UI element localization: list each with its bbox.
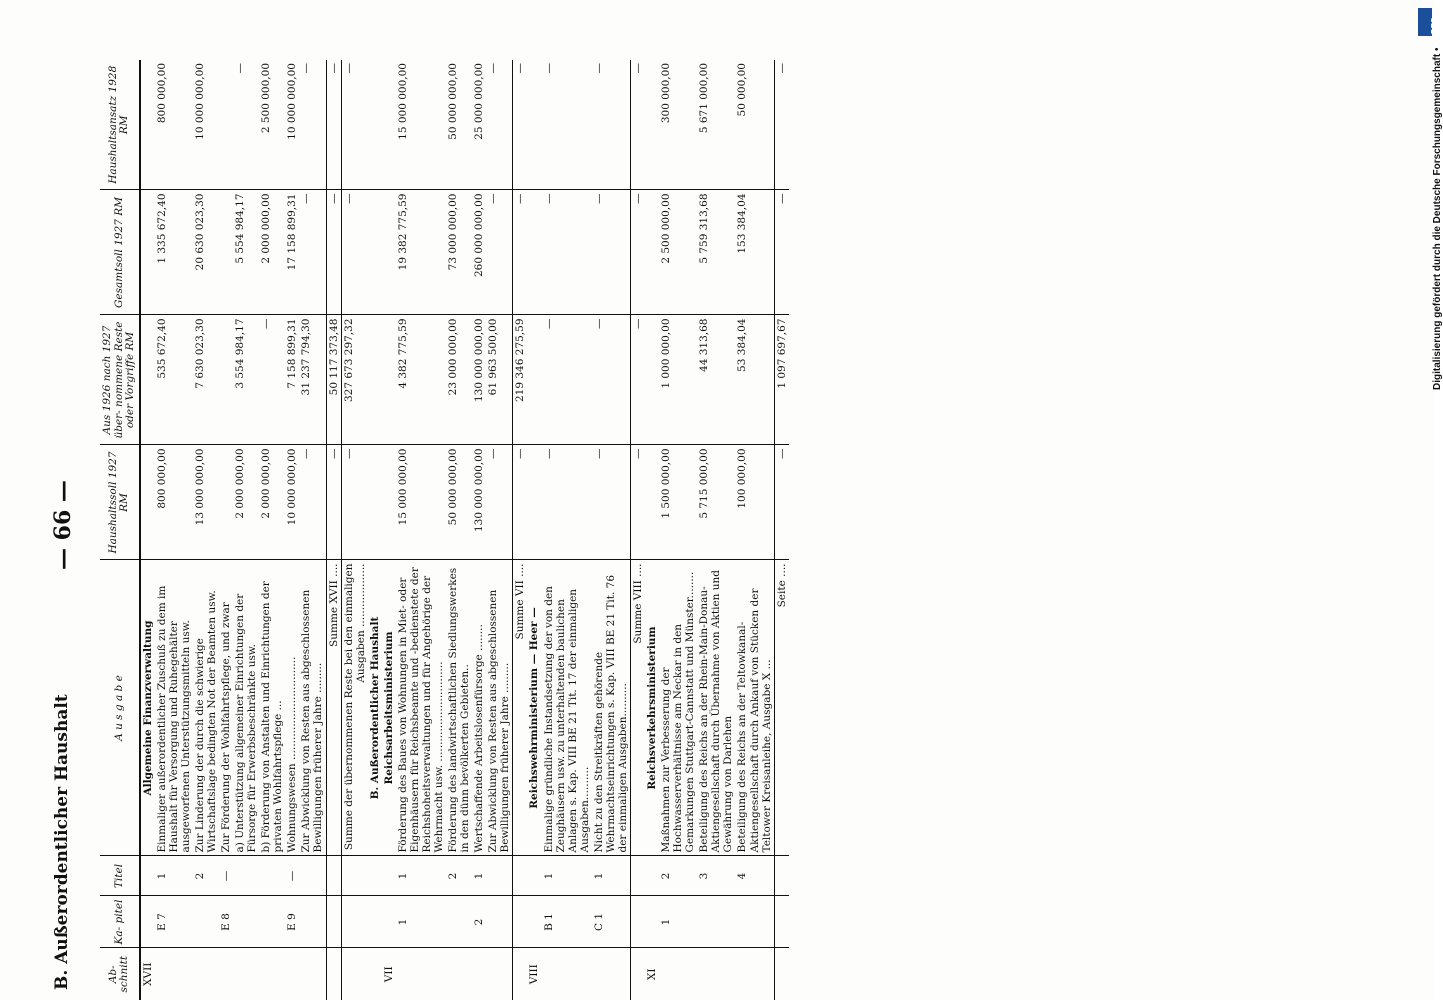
part-title-row <box>368 60 382 1000</box>
abschnitt-cell: XI <box>645 948 659 1000</box>
digitization-note: Digitalisierung gefördert durch die Deutsche Forschungsgemeinschaft • <box>1432 47 1443 390</box>
gesamt-cell: 19 382 775,59 <box>396 190 446 315</box>
ansatz-cell: — <box>513 60 528 190</box>
soll-cell: — <box>486 445 513 560</box>
titel-cell: 1 <box>155 856 193 896</box>
titel-cell: 2 <box>446 856 472 896</box>
table-row <box>193 60 219 1000</box>
col-kapitel: Ka- pitel <box>100 896 140 948</box>
kapitel-cell <box>446 896 472 948</box>
table-row <box>233 60 259 1000</box>
soll-cell: 1 500 000,00 <box>659 445 697 560</box>
abschnitt-cell <box>735 948 774 1000</box>
kapitel-cell <box>645 896 659 948</box>
gesamt-cell <box>140 190 155 315</box>
ausgabe-cell: Zur Linderung der durch die schwierige Wirtschaftslage bedingten Not der Beamten usw. <box>193 560 219 856</box>
gesamt-cell: — <box>299 190 326 315</box>
ansatz-cell: — <box>592 63 605 74</box>
table-row <box>396 60 446 1000</box>
section-row <box>527 60 541 1000</box>
reste-cell: — <box>542 315 592 445</box>
abschnitt-cell <box>446 948 472 1000</box>
ausgabe-cell: Reichswehrministerium — Heer — <box>527 560 541 856</box>
abschnitt-cell <box>542 948 592 1000</box>
ansatz-cell: 25 000 000,00 <box>473 63 486 140</box>
reste-cell: 23 000 000,00 <box>446 315 472 445</box>
ausgabe-cell: Förderung des landwirtschaftlichen Siedlungswerkes in den dünn bevölkerten Gebieten.. <box>446 560 472 856</box>
gesamt-cell: 260 000 000,00 <box>472 190 486 315</box>
sum-row <box>341 60 368 1000</box>
reste-cell: 4 382 775,59 <box>396 315 446 445</box>
sum-row <box>630 60 645 1000</box>
soll-cell: 800 000,00 <box>155 445 193 560</box>
kapitel-cell <box>326 896 341 948</box>
soll-cell: — <box>774 445 789 560</box>
kapitel-cell <box>140 896 155 948</box>
kapitel-cell <box>299 896 326 948</box>
section-row <box>645 60 659 1000</box>
col-ausgabe: A u s g a b e <box>100 560 140 856</box>
titel-cell: 2 <box>193 856 219 896</box>
reste-cell: 219 346 275,59 <box>513 315 528 445</box>
table-row <box>472 60 486 1000</box>
kapitel-cell <box>735 896 774 948</box>
abschnitt-cell: XVII <box>140 948 155 1000</box>
running-head: B. Außerordentlicher Haushalt <box>52 694 72 990</box>
col-ansatz: Haushaltsansatz 1928 RM <box>100 60 140 190</box>
titel-cell: — <box>285 856 299 896</box>
gesamt-cell <box>219 190 233 315</box>
ansatz-cell: — <box>234 63 247 74</box>
table-row <box>486 60 513 1000</box>
abschnitt-cell <box>472 948 486 1000</box>
ausgabe-cell: Summe VII .... <box>513 560 528 856</box>
kapitel-cell: B 1 <box>542 896 592 948</box>
titel-cell <box>368 856 382 896</box>
abschnitt-cell <box>326 948 341 1000</box>
reste-cell <box>368 315 382 445</box>
reste-cell: 44 313,68 <box>697 315 735 445</box>
sum-row <box>326 60 341 1000</box>
titel-cell: 3 <box>697 856 735 896</box>
abschnitt-cell <box>486 948 513 1000</box>
ausgabe-cell: Beteiligung des Reichs an der Teltowkanal-Aktiengesellschaft durch Ankauf von Stücken der Teltower Kreisanleihe, Ausgabe X ... <box>735 560 774 856</box>
ausgabe-cell: Zur Förderung der Wohlfahrtspflege, und zwar <box>219 560 233 856</box>
abschnitt-cell <box>155 948 193 1000</box>
reste-cell: — <box>592 315 631 445</box>
table-header-row <box>100 60 140 1000</box>
ausgabe-cell: Förderung des Baues von Wohnungen in Miet- oder Eigenhäusern für Reichsbeamte und -bedienstete der Reichshoheitsverwaltungen und für Angehörige der Wehrmacht usw. .............................. <box>396 560 446 856</box>
abschnitt-cell: VII <box>382 948 396 1000</box>
reste-cell: 53 384,04 <box>735 315 774 445</box>
dfg-label: DFG <box>1430 17 1439 34</box>
table-row <box>446 60 472 1000</box>
reste-cell <box>527 315 541 445</box>
gesamt-cell: — <box>774 190 789 315</box>
reste-cell: 1 000 000,00 <box>659 315 697 445</box>
ansatz-cell: — <box>630 60 645 190</box>
col-reste: Aus 1926 nach 1927 über- nommene Reste oder Vorgriffe RM <box>100 315 140 445</box>
table-row <box>735 60 774 1000</box>
gesamt-cell: 20 630 023,30 <box>193 190 219 315</box>
reste-cell: 130 000 000,00 <box>472 315 486 445</box>
ausgabe-cell: Einmaliger außerordentlicher Zuschuß zu dem im Haushalt für Versorgung und Ruhegehälter ausgeworfenen Unterstützungsmitteln usw. <box>155 560 193 856</box>
gesamt-cell <box>527 190 541 315</box>
kapitel-cell: C 1 <box>592 896 631 948</box>
table-row <box>259 60 285 1000</box>
titel-cell: 1 <box>592 856 631 896</box>
table-row <box>299 60 326 1000</box>
ausgabe-cell: Summe VIII .... <box>630 560 645 856</box>
ansatz-cell: 10 000 000,00 <box>286 63 299 140</box>
kapitel-cell <box>513 896 528 948</box>
soll-cell: 130 000 000,00 <box>472 445 486 560</box>
ansatz-cell <box>645 60 659 190</box>
reste-cell: 1 097 697,67 <box>774 315 789 445</box>
kapitel-cell: E 9 <box>285 896 299 948</box>
soll-cell: — <box>542 445 592 560</box>
sum-row <box>774 60 789 1000</box>
soll-cell <box>140 445 155 560</box>
gesamt-cell <box>645 190 659 315</box>
ansatz-cell: 50 000 000,00 <box>447 63 460 140</box>
reste-cell: 7 158 899,31 <box>285 315 299 445</box>
ansatz-cell: 50 000,00 <box>736 63 749 117</box>
soll-cell: 15 000 000,00 <box>396 445 446 560</box>
soll-cell: 13 000 000,00 <box>193 445 219 560</box>
budget-table <box>100 60 789 1000</box>
abschnitt-cell: VIII <box>527 948 541 1000</box>
col-gesamt: Gesamtsoll 1927 RM <box>100 190 140 315</box>
table-row <box>697 60 735 1000</box>
ansatz-cell <box>219 60 233 190</box>
ansatz-cell <box>368 60 382 190</box>
soll-cell: 50 000 000,00 <box>446 445 472 560</box>
col-abschnitt: Ab- schnitt <box>100 948 140 1000</box>
titel-cell: 1 <box>396 856 446 896</box>
ansatz-cell: — <box>326 60 341 190</box>
soll-cell: — <box>592 445 631 560</box>
titel-cell <box>299 856 326 896</box>
ansatz-cell <box>140 60 155 190</box>
ansatz-cell: — <box>774 60 789 190</box>
soll-cell <box>219 445 233 560</box>
table-row <box>285 60 299 1000</box>
kapitel-cell <box>630 896 645 948</box>
kapitel-cell <box>527 896 541 948</box>
abschnitt-cell <box>630 948 645 1000</box>
kapitel-cell: 1 <box>396 896 446 948</box>
section-row <box>140 60 155 1000</box>
kapitel-cell <box>193 896 219 948</box>
soll-cell <box>645 445 659 560</box>
soll-cell: 100 000,00 <box>735 445 774 560</box>
ausgabe-cell: Seite .... <box>774 560 789 856</box>
soll-cell: 2 000 000,00 <box>259 445 285 560</box>
titel-cell <box>527 856 541 896</box>
reste-cell: — <box>259 315 285 445</box>
kapitel-cell <box>233 896 259 948</box>
titel-cell <box>486 856 513 896</box>
ansatz-cell: 15 000 000,00 <box>396 63 409 140</box>
gesamt-cell: 153 384,04 <box>735 190 774 315</box>
gesamt-cell: — <box>592 190 631 315</box>
gesamt-cell: — <box>326 190 341 315</box>
ansatz-cell: 800 000,00 <box>155 63 168 124</box>
abschnitt-cell <box>774 948 789 1000</box>
page-number: — 66 — <box>50 480 76 570</box>
ausgabe-cell: Wohnungswesen ............................... <box>285 560 299 856</box>
gesamt-cell: — <box>542 190 592 315</box>
table-row <box>659 60 697 1000</box>
table-row <box>219 60 233 1000</box>
kapitel-cell: 1 <box>659 896 697 948</box>
section-row <box>382 60 396 1000</box>
ausgabe-cell: Wertschaffende Arbeitslosenfürsorge ........ <box>472 560 486 856</box>
reste-cell: 535 672,40 <box>155 315 193 445</box>
titel-cell <box>513 856 528 896</box>
soll-cell: — <box>299 445 326 560</box>
gesamt-cell: 2 000 000,00 <box>259 190 285 315</box>
abschnitt-cell <box>341 948 368 1000</box>
titel-cell: 2 <box>659 856 697 896</box>
gesamt-cell: 2 500 000,00 <box>659 190 697 315</box>
titel-cell: 1 <box>542 856 592 896</box>
gesamt-cell <box>368 190 382 315</box>
titel-cell <box>326 856 341 896</box>
soll-cell: — <box>513 445 528 560</box>
gesamt-cell: — <box>486 190 513 315</box>
ausgabe-cell: Einmalige gründliche Instandsetzung der von den Zeughäusern usw. zu unterhaltenden baulichen Anlagen s. Kap. VIII BE 21 Tit. 17 der einmaligen Ausgaben.......... <box>542 560 592 856</box>
kapitel-cell <box>774 896 789 948</box>
soll-cell: — <box>326 445 341 560</box>
abschnitt-cell <box>285 948 299 1000</box>
ansatz-cell: — <box>542 63 555 74</box>
table-row <box>155 60 193 1000</box>
ausgabe-cell: Summe XVII .... <box>326 560 341 856</box>
sum-row <box>513 60 528 1000</box>
ausgabe-cell: Allgemeine Finanzverwaltung <box>140 560 155 856</box>
table-row <box>592 60 631 1000</box>
soll-cell: — <box>630 445 645 560</box>
reste-cell: 50 117 373,48 <box>326 315 341 445</box>
soll-cell: — <box>341 445 368 560</box>
reste-cell <box>645 315 659 445</box>
kapitel-cell: E 7 <box>155 896 193 948</box>
abschnitt-cell <box>193 948 219 1000</box>
kapitel-cell <box>259 896 285 948</box>
ausgabe-cell: Maßnahmen zur Verbesserung der Hochwasserverhältnisse am Neckar in den Gemarkungen Stuttgart-Cannstatt und Münster........ <box>659 560 697 856</box>
reste-cell: — <box>630 315 645 445</box>
abschnitt-cell <box>592 948 631 1000</box>
ausgabe-cell: Zur Abwicklung von Resten aus abgeschlossenen Bewilligungen früherer Jahre ......... <box>486 560 513 856</box>
kapitel-cell <box>697 896 735 948</box>
titel-cell <box>774 856 789 896</box>
gesamt-cell: 5 759 313,68 <box>697 190 735 315</box>
abschnitt-cell <box>396 948 446 1000</box>
gesamt-cell: — <box>341 190 368 315</box>
reste-cell: 31 237 794,30 <box>299 315 326 445</box>
abschnitt-cell <box>659 948 697 1000</box>
gesamt-cell: 73 000 000,00 <box>446 190 472 315</box>
ansatz-cell <box>527 60 541 190</box>
titel-cell <box>259 856 285 896</box>
ansatz-cell: 300 000,00 <box>660 63 673 124</box>
reste-cell: 3 554 984,17 <box>233 315 259 445</box>
soll-cell: 10 000 000,00 <box>285 445 299 560</box>
ansatz-cell: 2 500 000,00 <box>260 63 273 134</box>
abschnitt-cell <box>299 948 326 1000</box>
ausgabe-cell: Summe der übernommenen Reste bei den einmaligen Ausgaben ................... <box>341 560 368 856</box>
gesamt-cell: 1 335 672,40 <box>155 190 193 315</box>
ausgabe-cell: B. Außerordentlicher Haushalt <box>368 560 382 856</box>
ausgabe-cell: Beteiligung des Reichs an der Rhein-Main-Donau-Aktiengesellschaft durch Übernahme von Aktien und Gewährung von Darlehen <box>697 560 735 856</box>
ausgabe-cell: Reichsarbeitsministerium <box>382 560 396 856</box>
kapitel-cell: 2 <box>472 896 486 948</box>
titel-cell <box>140 856 155 896</box>
titel-cell <box>233 856 259 896</box>
ansatz-cell: — <box>341 60 368 190</box>
abschnitt-cell <box>219 948 233 1000</box>
gesamt-cell: 5 554 984,17 <box>233 190 259 315</box>
reste-cell: 327 673 297,32 <box>341 315 368 445</box>
abschnitt-cell <box>697 948 735 1000</box>
titel-cell <box>645 856 659 896</box>
titel-cell: 4 <box>735 856 774 896</box>
ansatz-cell <box>382 60 396 190</box>
reste-cell: 7 630 023,30 <box>193 315 219 445</box>
soll-cell <box>527 445 541 560</box>
reste-cell: 61 963 500,00 <box>486 315 513 445</box>
titel-cell: 1 <box>472 856 486 896</box>
table-row <box>542 60 592 1000</box>
kapitel-cell <box>382 896 396 948</box>
ausgabe-cell: b) Förderung von Anstalten und Einrichtungen der privaten Wohlfahrtspflege ... <box>259 560 285 856</box>
gesamt-cell <box>382 190 396 315</box>
table-body <box>140 60 789 1000</box>
kapitel-cell <box>486 896 513 948</box>
ausgabe-cell: Nicht zu den Streitkräften gehörende Wehrmachtseinrichtungen s. Kap. VIII BE 21 Tit. 76 der einmaligen Ausgaben.......... <box>592 560 631 856</box>
reste-cell <box>140 315 155 445</box>
reste-cell <box>219 315 233 445</box>
titel-cell <box>341 856 368 896</box>
abschnitt-cell <box>368 948 382 1000</box>
abschnitt-cell <box>233 948 259 1000</box>
kapitel-cell <box>368 896 382 948</box>
ausgabe-cell: Zur Abwicklung von Resten aus abgeschlossenen Bewilligungen früherer Jahre ......... <box>299 560 326 856</box>
col-soll1927: Haushaltssoll 1927 RM <box>100 445 140 560</box>
ausgabe-cell: a) Unterstützung allgemeiner Einrichtungen der Fürsorge für Erwerbsbeschränkte usw. <box>233 560 259 856</box>
ansatz-cell: 5 671 000,00 <box>698 63 711 134</box>
kapitel-cell <box>341 896 368 948</box>
col-titel: Titel <box>100 856 140 896</box>
gesamt-cell: 17 158 899,31 <box>285 190 299 315</box>
titel-cell: — <box>219 856 233 896</box>
titel-cell <box>382 856 396 896</box>
ansatz-cell: — <box>300 63 313 74</box>
gesamt-cell: — <box>513 190 528 315</box>
soll-cell <box>368 445 382 560</box>
soll-cell: 2 000 000,00 <box>233 445 259 560</box>
rotated-table-sheet <box>50 60 1370 1000</box>
ansatz-cell: 10 000 000,00 <box>193 63 206 140</box>
abschnitt-cell <box>513 948 528 1000</box>
kapitel-cell: E 8 <box>219 896 233 948</box>
soll-cell: 5 715 000,00 <box>697 445 735 560</box>
gesamt-cell: — <box>630 190 645 315</box>
titel-cell <box>630 856 645 896</box>
reste-cell <box>382 315 396 445</box>
abschnitt-cell <box>259 948 285 1000</box>
ausgabe-cell: Reichsverkehrsministerium <box>645 560 659 856</box>
soll-cell <box>382 445 396 560</box>
ansatz-cell: — <box>487 63 500 74</box>
